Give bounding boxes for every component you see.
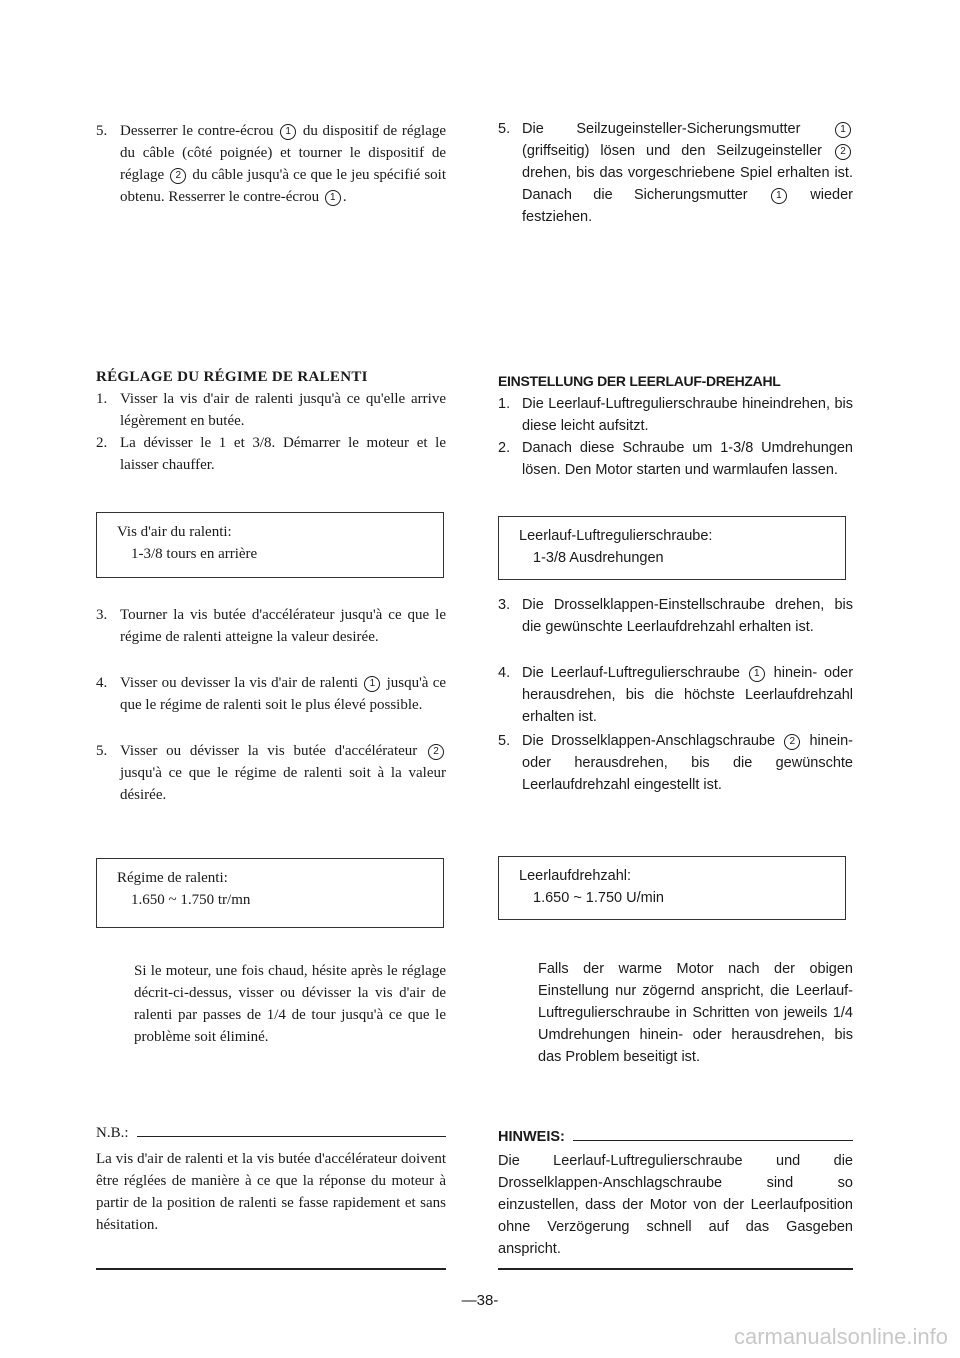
de-spec-box-idle-speed — [498, 856, 846, 920]
step-text: Die Leerlauf-Luftregulierschraube 1 hinein- oder herausdrehen, bis die höchste Leerlaufdrehzahl erhalten ist. — [522, 665, 854, 725]
step-number: 3. — [498, 597, 511, 613]
spec-label: Leerlaufdrehzahl: — [519, 868, 632, 884]
step-number: 5. — [96, 743, 108, 759]
de-step-4 — [498, 662, 853, 728]
spec-value: 1-3/8 Ausdrehungen — [533, 550, 664, 566]
step-text: Die Leerlauf-Luftregulierschraube hineindrehen, bis diese leicht aufsitzt. — [522, 396, 853, 434]
note-title: N.B.: — [96, 1125, 129, 1141]
callout-2-icon: 2 — [428, 744, 444, 760]
de-step-2 — [498, 437, 853, 481]
de-section-heading: EINSTELLUNG DER LEERLAUF-DREHZAHL — [498, 373, 781, 389]
step-number: 5. — [96, 123, 108, 139]
step-text: Danach diese Schraube um 1-3/8 Umdrehungen lösen. Den Motor starten und warmlaufen lassen. — [522, 440, 853, 478]
note-rule — [137, 1136, 446, 1137]
note-rule — [573, 1140, 853, 1141]
step-text: Tourner la vis butée d'accélérateur jusqu'à ce que le régime de ralenti atteigne la valeur desirée. — [120, 607, 446, 645]
fr-step-4 — [96, 672, 446, 716]
fr-step-3 — [96, 604, 446, 648]
callout-1-icon: 1 — [325, 190, 341, 206]
de-step-5 — [498, 730, 853, 796]
fr-spec-box-air-screw — [96, 512, 444, 578]
callout-1-icon: 1 — [749, 666, 765, 682]
de-step-5-cable — [498, 118, 853, 228]
callout-1-icon: 1 — [771, 188, 787, 204]
page-number: —38- — [461, 1292, 499, 1309]
fr-spec-box-idle-speed — [96, 858, 444, 928]
fr-end-rule — [96, 1268, 446, 1270]
fr-section-heading: RÉGLAGE DU RÉGIME DE RALENTI — [96, 369, 368, 385]
callout-1-icon: 1 — [364, 676, 380, 692]
fr-note — [96, 1122, 446, 1236]
callout-2-icon: 2 — [784, 734, 800, 750]
step-number: 1. — [498, 396, 511, 412]
step-number: 2. — [498, 440, 511, 456]
step-text: La dévisser le 1 et 3/8. Démarrer le moteur et le laisser chauffer. — [120, 435, 446, 473]
callout-1-icon: 1 — [835, 122, 851, 138]
watermark: carmanualsonline.info — [733, 1324, 948, 1349]
step-number: 3. — [96, 607, 108, 623]
spec-value: 1-3/8 tours en arrière — [131, 546, 258, 562]
step-text: Die Drosselklappen-Anschlagschraube 2 hinein- oder herausdrehen, bis die gewünschte Leerlaufdrehzahl eingestellt ist. — [522, 733, 854, 793]
fr-step-5-cable — [96, 120, 446, 208]
note-text: Die Leerlauf-Luftregulierschraube und die Drosselklappen-Anschlagschraube sind so einzustellen, dass der Motor von der Leerlaufposition ohne Verzögerung schnell auf das Gasgeben anspricht. — [498, 1153, 853, 1257]
de-spec-box-air-screw — [498, 516, 846, 580]
step-text: Visser la vis d'air de ralenti jusqu'à ce qu'elle arrive légèrement en butée. — [120, 391, 446, 429]
callout-2-icon: 2 — [835, 144, 851, 160]
note-title: HINWEIS: — [498, 1129, 565, 1145]
de-note — [498, 1126, 853, 1260]
de-end-rule — [498, 1268, 853, 1270]
step-text: Die Drosselklappen-Einstellschraube drehen, bis die gewünschte Leerlaufdrehzahl erhalten ist. — [522, 597, 853, 635]
fr-step-2 — [96, 432, 446, 476]
note-header — [96, 1122, 446, 1144]
step-number: 4. — [96, 675, 108, 691]
step-text: Desserrer le contre-écrou 1 du dispositif de réglage du câble (côté poignée) et tourner le dispositif de réglage 2 du câble jusqu'à ce que le jeu spécifié soit obtenu. Resserrer le contre-écrou 1 . — [120, 123, 447, 205]
step-number: 5. — [498, 121, 511, 137]
fr-step-5 — [96, 740, 446, 806]
callout-2-icon: 2 — [170, 168, 186, 184]
step-number: 2. — [96, 435, 108, 451]
step-number: 1. — [96, 391, 108, 407]
step-text: Visser ou dévisser la vis butée d'accélérateur 2 jusqu'à ce que le régime de ralenti soit à la valeur désirée. — [120, 743, 446, 803]
step-number: 4. — [498, 665, 511, 681]
step-text: Die Seilzugeinsteller-Sicherungsmutter 1 (griffseitig) lösen und den Seilzugeinsteller 2 drehen, bis das vorgeschriebene Spiel erhalten ist. Danach die Sicherungsmutter 1 wieder festziehen. — [522, 121, 853, 225]
de-step-1 — [498, 393, 853, 437]
fr-step-1 — [96, 388, 446, 432]
step-number: 5. — [498, 733, 511, 749]
spec-value: 1.650 ~ 1.750 U/min — [533, 890, 664, 906]
callout-1-icon: 1 — [280, 124, 296, 140]
fr-paragraph-hesitation: Si le moteur, une fois chaud, hésite après le réglage décrit-ci-dessus, visser ou dévisser la vis d'air de ralenti par passes de 1/4 de tour jusqu'à ce que le problème soit éliminé. — [134, 963, 446, 1045]
note-text: La vis d'air de ralenti et la vis butée d'accélérateur doivent être réglées de manière à ce que la réponse du moteur à partir de la position de ralenti se fasse rapidement et sans hésitation. — [96, 1151, 446, 1233]
spec-value: 1.650 ~ 1.750 tr/mn — [131, 892, 251, 908]
note-header — [498, 1126, 853, 1148]
spec-label: Vis d'air du ralenti: — [117, 524, 232, 540]
spec-label: Régime de ralenti: — [117, 870, 228, 886]
step-text: Visser ou devisser la vis d'air de ralenti 1 jusqu'à ce que le régime de ralenti soit le plus élevé possible. — [120, 675, 447, 713]
de-step-3 — [498, 594, 853, 638]
de-paragraph-hesitation: Falls der warme Motor nach der obigen Einstellung nur zögernd anspricht, die Leerlauf-Luftregulierschraube in Schritten von jeweils 1/4 Umdrehungen hinein- oder herausdrehen, bis das Problem beseitigt ist. — [538, 961, 853, 1065]
spec-label: Leerlauf-Luftregulierschraube: — [519, 528, 713, 544]
